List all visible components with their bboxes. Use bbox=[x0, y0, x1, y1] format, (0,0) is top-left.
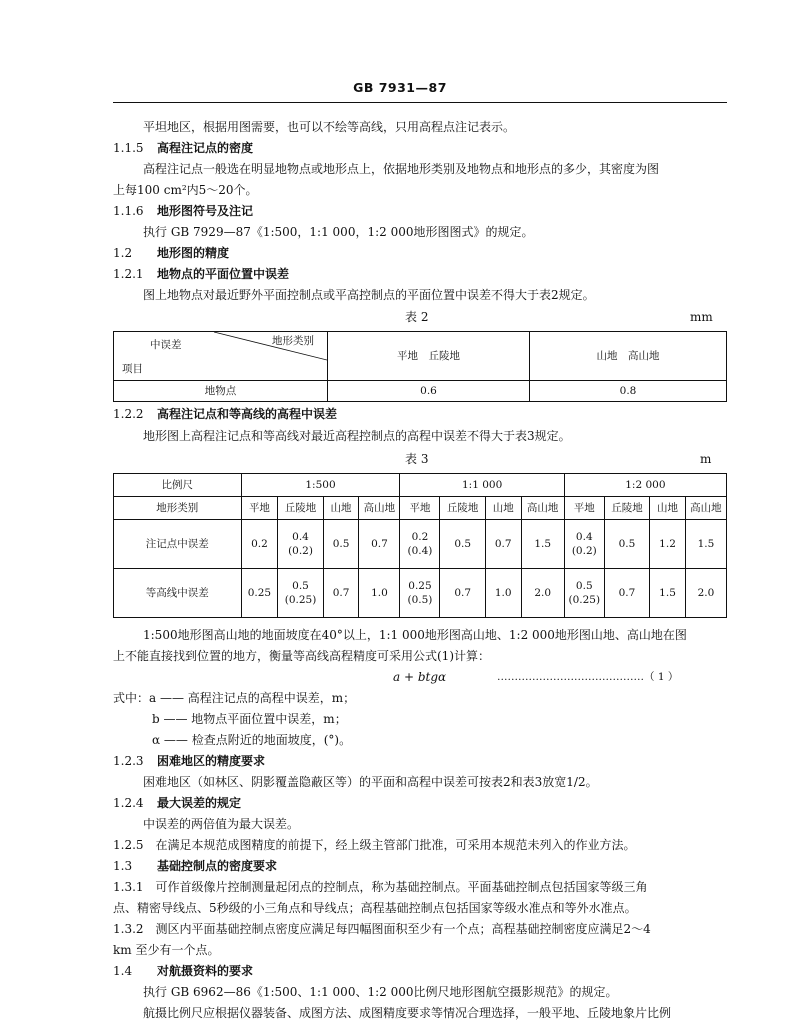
header-item-label: 项目 bbox=[122, 363, 143, 375]
section-heading-1-2-3 bbox=[113, 753, 265, 769]
paragraph-line: 地形图上高程注记点和等高线对最近高程控制点的高程中误差不得大于表3规定。 bbox=[143, 429, 571, 443]
section-heading-1-2-4 bbox=[113, 795, 241, 811]
terrain-header: 平地 bbox=[564, 497, 604, 520]
paragraph-line: 1.2.5 在满足本规范成图精度的前提下，经上级主管部门批准，可采用本规范未列入的作业方法。 bbox=[113, 838, 636, 852]
section-heading-1-2-2 bbox=[113, 406, 337, 422]
paragraph-line: 点、精密导线点、5秒级的小三角点和导线点；高程基础控制点包括国家等级水准点和等外水准点。 bbox=[113, 901, 637, 915]
paragraph-line: 上不能直接找到位置的地方，衡量等高线高程精度可采用公式(1)计算： bbox=[113, 649, 491, 663]
paragraph-line: 上每100 cm²内5～20个。 bbox=[113, 183, 258, 197]
table-row bbox=[114, 520, 727, 569]
table-cell: 0.7 bbox=[440, 569, 485, 618]
table-cell: 0.4 (0.2) bbox=[278, 520, 323, 569]
table3-caption: 表 3 bbox=[405, 452, 429, 466]
formula-legend-line: b —— 地物点平面位置中误差，m； bbox=[152, 712, 347, 726]
formula-legend-line: 式中：a —— 高程注记点的高程中误差，m； bbox=[113, 691, 356, 705]
header-rule bbox=[113, 102, 727, 103]
table-cell: 1.5 bbox=[685, 520, 726, 569]
section-number: 1.1.5 bbox=[113, 141, 144, 155]
paragraph-line: 1.3.2 测区内平面基础控制点密度应满足每四幅图面积至少有一个点；高程基础控制密度应满足2～4 bbox=[113, 922, 651, 936]
table2-caption: 表 2 bbox=[405, 310, 429, 324]
table-row bbox=[114, 497, 727, 520]
section-title: 地形图符号及注记 bbox=[157, 204, 254, 218]
table2-col-flat-hill: 平地 丘陵地 bbox=[328, 332, 530, 381]
table-cell: 1.2 bbox=[650, 520, 686, 569]
section-heading-1-1-5 bbox=[113, 140, 253, 156]
table-cell: 1.0 bbox=[359, 569, 400, 618]
scale-header: 1:500 bbox=[241, 474, 400, 497]
scale-header: 1:1 000 bbox=[400, 474, 564, 497]
table-cell: 0.25 bbox=[241, 569, 278, 618]
table-cell: 0.25 (0.5) bbox=[400, 569, 440, 618]
section-heading-1-2-1 bbox=[113, 266, 289, 282]
table-cell: 0.5 (0.25) bbox=[278, 569, 323, 618]
paragraph-line: 困难地区（如林区、阴影覆盖隐蔽区等）的平面和高程中误差可按表2和表3放宽1/2。 bbox=[143, 775, 598, 789]
table-row bbox=[114, 569, 727, 618]
formula-number: ……………………………………（ 1 ） bbox=[497, 671, 679, 683]
table-cell: 1.5 bbox=[650, 569, 686, 618]
table-cell: 0.5 bbox=[604, 520, 649, 569]
paragraph-line: 执行 GB 6962—86《1:500、1:1 000、1:2 000比例尺地形图航空摄影规范》的规定。 bbox=[143, 985, 618, 999]
table-row bbox=[114, 332, 727, 381]
section-number: 1.4 bbox=[113, 964, 133, 978]
table2-row-label: 地物点 bbox=[114, 381, 328, 402]
table-cell: 0.7 bbox=[485, 520, 521, 569]
table-cell: 1.0 bbox=[485, 569, 521, 618]
table-cell: 2.0 bbox=[685, 569, 726, 618]
standard-code-header: GB 7931—87 bbox=[353, 80, 447, 95]
paragraph-line: 1:500地形图高山地的地面坡度在40°以上，1:1 000地形图高山地、1:2 000地形图山地、高山地在图 bbox=[143, 628, 687, 642]
paragraph-line: 平坦地区，根据用图需要，也可以不绘等高线，只用高程点注记表示。 bbox=[143, 120, 516, 134]
section-title: 困难地区的精度要求 bbox=[157, 754, 266, 768]
section-number: 1.2.2 bbox=[113, 407, 144, 421]
table2-diagonal-header bbox=[114, 332, 328, 381]
table-cell: 0.2 bbox=[241, 520, 278, 569]
terrain-header: 高山地 bbox=[359, 497, 400, 520]
table2-unit: mm bbox=[690, 310, 713, 324]
header-terrain-label: 地形类别 bbox=[272, 335, 314, 347]
table-cell: 0.5 bbox=[323, 520, 359, 569]
section-title: 对航摄资料的要求 bbox=[157, 964, 254, 978]
table-cell: 0.5 bbox=[440, 520, 485, 569]
table-cell: 0.7 bbox=[604, 569, 649, 618]
table-3 bbox=[113, 473, 727, 618]
section-number: 1.2.4 bbox=[113, 796, 144, 810]
scale-label: 比例尺 bbox=[114, 474, 242, 497]
section-title: 最大误差的规定 bbox=[157, 796, 242, 810]
paragraph-line: 中误差的两倍值为最大误差。 bbox=[143, 817, 300, 831]
section-title: 地形图的精度 bbox=[157, 246, 230, 260]
formula-legend-line: α —— 检查点附近的地面坡度，(°)。 bbox=[152, 733, 352, 747]
terrain-header: 丘陵地 bbox=[278, 497, 323, 520]
section-title: 高程注记点和等高线的高程中误差 bbox=[157, 407, 338, 421]
table-cell: 0.7 bbox=[323, 569, 359, 618]
paragraph-line: 执行 GB 7929—87《1:500，1:1 000，1:2 000地形图图式》的规定。 bbox=[143, 225, 534, 239]
section-heading-1-3 bbox=[113, 858, 277, 874]
section-heading-1-2 bbox=[113, 245, 229, 261]
table-cell: 0.2 (0.4) bbox=[400, 520, 440, 569]
paragraph-line: 图上地物点对最近野外平面控制点或平高控制点的平面位置中误差不得大于表2规定。 bbox=[143, 288, 595, 302]
terrain-header: 丘陵地 bbox=[440, 497, 485, 520]
terrain-header: 平地 bbox=[241, 497, 278, 520]
terrain-label: 地形类别 bbox=[114, 497, 242, 520]
section-number: 1.2.3 bbox=[113, 754, 144, 768]
paragraph-line: 1.3.1 可作首级像片控制测量起闭点的控制点，称为基础控制点。平面基础控制点包括国家等级三角 bbox=[113, 880, 648, 894]
scale-header: 1:2 000 bbox=[564, 474, 726, 497]
table-cell: 2.0 bbox=[521, 569, 564, 618]
row-label: 等高线中误差 bbox=[114, 569, 242, 618]
terrain-header: 山地 bbox=[485, 497, 521, 520]
section-heading-1-1-6 bbox=[113, 203, 253, 219]
table2-col-mountain: 山地 高山地 bbox=[530, 332, 727, 381]
terrain-header: 高山地 bbox=[685, 497, 726, 520]
terrain-header: 山地 bbox=[323, 497, 359, 520]
section-title: 地物点的平面位置中误差 bbox=[157, 267, 290, 281]
table3-unit: m bbox=[700, 452, 712, 466]
section-title: 基础控制点的密度要求 bbox=[157, 859, 278, 873]
formula: a + btgα bbox=[393, 670, 447, 684]
paragraph-line: km 至少有一个点。 bbox=[113, 943, 220, 957]
header-error-label: 中误差 bbox=[150, 339, 182, 351]
terrain-header: 丘陵地 bbox=[604, 497, 649, 520]
table-row bbox=[114, 474, 727, 497]
table-2 bbox=[113, 331, 727, 402]
section-title: 高程注记点的密度 bbox=[157, 141, 254, 155]
terrain-header: 山地 bbox=[650, 497, 686, 520]
paragraph-line: 航摄比例尺应根据仪器装备、成图方法、成图精度要求等情况合理选择，一般平地、丘陵地象片比例 bbox=[143, 1006, 672, 1020]
terrain-header: 平地 bbox=[400, 497, 440, 520]
section-heading-1-4 bbox=[113, 963, 253, 979]
paragraph-line: 高程注记点一般选在明显地物点或地形点上，依据地形类别及地物点和地形点的多少，其密度为图 bbox=[143, 162, 660, 176]
row-label: 注记点中误差 bbox=[114, 520, 242, 569]
table-cell: 1.5 bbox=[521, 520, 564, 569]
table2-cell: 0.8 bbox=[530, 381, 727, 402]
table-cell: 0.4 (0.2) bbox=[564, 520, 604, 569]
table-row bbox=[114, 381, 727, 402]
table2-cell: 0.6 bbox=[328, 381, 530, 402]
section-number: 1.1.6 bbox=[113, 204, 144, 218]
terrain-header: 高山地 bbox=[521, 497, 564, 520]
table-cell: 0.7 bbox=[359, 520, 400, 569]
table-cell: 0.5 (0.25) bbox=[564, 569, 604, 618]
section-number: 1.2 bbox=[113, 246, 133, 260]
section-number: 1.3 bbox=[113, 859, 133, 873]
section-number: 1.2.1 bbox=[113, 267, 144, 281]
